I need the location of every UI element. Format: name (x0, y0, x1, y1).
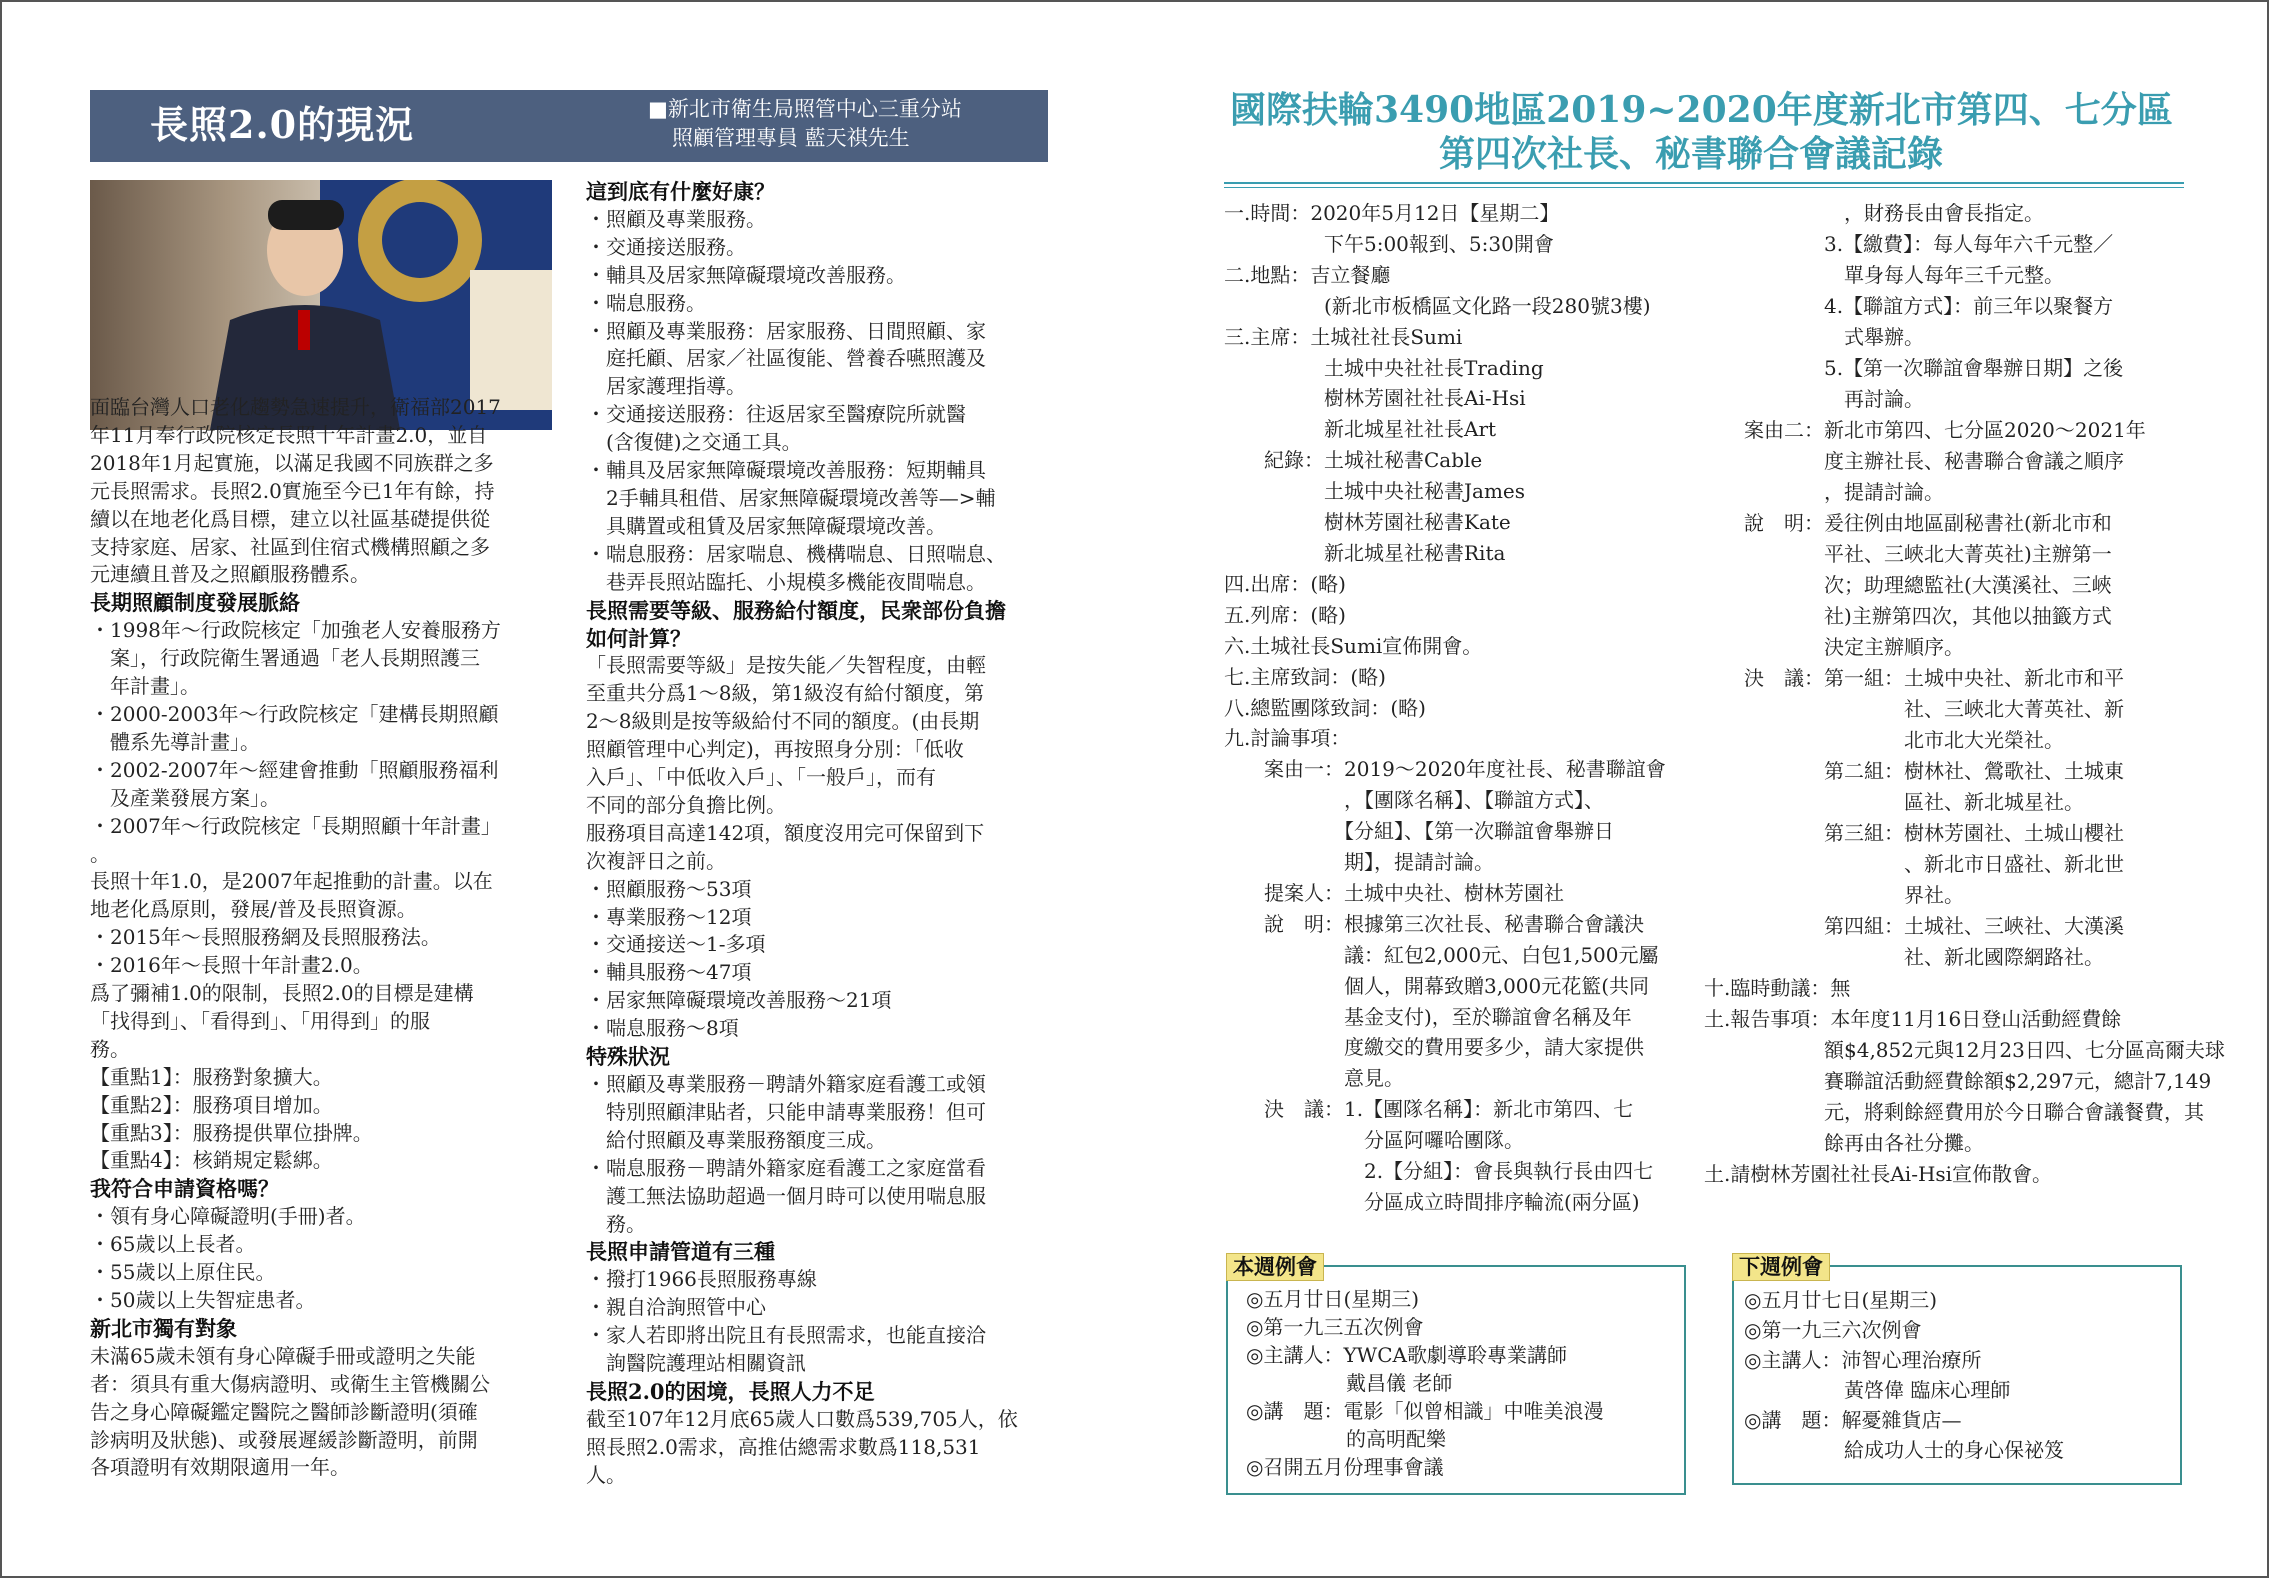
text-line: 3.【繳費】：每人每年六千元整／ (1704, 232, 2114, 256)
text-line: 【重點2】：服務項目增加。 (90, 1092, 333, 1117)
text-line: 度繳交的費用要多少，請大家提供 (1224, 1035, 1644, 1060)
text-line: 土.報告事項：本年度11月16日登山活動經費餘 (1704, 1007, 2122, 1031)
text-line: 支持家庭、居家、社區到住宿式機構照顧之多 (90, 534, 490, 559)
text-line: 5.【第一次聯誼會舉辦日期】之後 (1704, 356, 2124, 380)
text-line: 元連續且普及之照顧服務體系。 (90, 562, 370, 587)
text-line: 元，將剩餘經費用於今日聯合會議餐費，其 (1704, 1100, 2204, 1124)
text-line: ◎五月廿七日(星期三) (1744, 1288, 1938, 1312)
text-line: ◎講 題：電影「似曾相識」中唯美浪漫 (1246, 1399, 1604, 1423)
text-line: 分區阿囉哈團隊。 (1224, 1128, 1524, 1153)
article-banner (90, 90, 1048, 162)
text-line: 黃啓偉 臨床心理師 (1744, 1378, 2011, 1402)
next-week-label: 下週例會 (1732, 1253, 1830, 1281)
text-line: 決定主辦順序。 (1704, 635, 1964, 659)
text-line: 個人，開幕致贈3,000元花籃(共同 (1224, 973, 1650, 998)
text-line: 【分組】、【第一次聯誼會舉辦日 (1224, 819, 1614, 844)
text-line: 樹林芳園社秘書Kate (1224, 510, 1511, 535)
section-heading: 長期照顧制度發展脈絡 (90, 590, 300, 616)
text-line: 一.時間：2020年5月12日【星期二】 (1224, 201, 1560, 225)
minutes-column-2 (1704, 198, 2225, 1190)
text-line: ・喘息服務－聘請外籍家庭看護工之家庭當看 (586, 1155, 986, 1180)
text-line: ◎第一九三六次例會 (1744, 1318, 1922, 1342)
text-line: 決 議：1.【團隊名稱】：新北市第四、七 (1224, 1097, 1634, 1122)
text-line: 第二組：樹林社、鶯歌社、土城東 (1704, 759, 2124, 783)
text-line: ・居家無障礙環境改善服務～21項 (586, 988, 892, 1013)
text-line: ・照顧及專業服務。 (586, 206, 766, 231)
text-line: 十.臨時動議：無 (1704, 976, 1851, 1000)
text-line: 平社、三峽北大菁英社)主辦第一 (1704, 542, 2112, 566)
text-line: 至重共分爲1～8級，第1級沒有給付額度，第 (586, 681, 985, 706)
text-line: ・65歲以上長者。 (90, 1232, 256, 1257)
text-line: ・喘息服務：居家喘息、機構喘息、日照喘息、 (586, 541, 1006, 566)
article-column-2 (586, 178, 1048, 1490)
text-line: 土城中央社秘書James (1224, 479, 1526, 504)
text-line: ・2007年～行政院核定「長期照顧十年計畫」 (90, 813, 501, 838)
section-heading: 長照申請管道有三種 (586, 1239, 775, 1265)
text-line: 樹林芳園社社長Ai-Hsi (1224, 386, 1526, 411)
text-line: 說 明：爰往例由地區副秘書社(新北市和 (1704, 511, 2112, 535)
section-heading: 我符合申請資格嗎？ (90, 1176, 279, 1202)
text-line: 、新北市日盛社、新北世 (1704, 852, 2124, 876)
text-line: 再討論。 (1704, 387, 1924, 411)
text-line: ・2002-2007年～經建會推動「照顧服務福利 (90, 757, 499, 782)
text-line: 賽聯誼活動經費餘額$2,297元，總計7,149 (1704, 1069, 2212, 1093)
text-line: 地老化爲原則，發展/普及長照資源。 (90, 897, 417, 922)
text-line: 。 (90, 841, 110, 866)
text-line: 年計畫」。 (90, 674, 200, 699)
text-line: 提案人：土城中央社、樹林芳園社 (1224, 880, 1564, 905)
text-line: 照長照2.0需求，高推估總需求數爲118,531 (586, 1434, 981, 1459)
article-title: 長照2.0的現況 (150, 102, 415, 147)
text-line: (新北市板橋區文化路一段280號3樓) (1224, 293, 1651, 318)
minutes-column-1 (1224, 198, 1694, 1218)
text-line: 三.主席：土城社社長Sumi (1224, 324, 1463, 349)
text-line: ，財務長由會長指定。 (1704, 201, 2044, 225)
text-line: 庭托顧、居家／社區復能、營養呑嚥照護及 (586, 346, 986, 371)
text-line: 度主辦社長、秘書聯合會議之順序 (1704, 449, 2124, 473)
text-line: 區社、新北城星社。 (1704, 790, 2084, 814)
text-line: 不同的部分負擔比例。 (586, 792, 786, 817)
text-line: 基金支付)，至於聯誼會名稱及年 (1224, 1004, 1632, 1029)
text-line: 意見。 (1224, 1066, 1404, 1091)
text-line: ・交通接送～1-多項 (586, 932, 766, 957)
text-line: ・喘息服務～8項 (586, 1016, 739, 1041)
text-line: 單身每人每年三千元整。 (1704, 263, 2064, 287)
text-line: 各項證明有效期限適用一年。 (90, 1455, 350, 1480)
this-week-details (1246, 1285, 1603, 1481)
text-line: 務。 (586, 1211, 646, 1236)
text-line: ◎召開五月份理事會議 (1246, 1455, 1444, 1479)
text-line: 給成功人士的身心保祕笈 (1744, 1438, 2064, 1462)
text-line: 第三組：樹林芳園社、土城山櫻社 (1704, 821, 2124, 845)
text-line: (含復健)之交通工具。 (586, 430, 802, 455)
text-line: ◎主講人：YWCA歌劇導聆專業講師 (1246, 1343, 1567, 1367)
author-name: 照顧管理專員 藍天祺先生 (672, 126, 910, 150)
this-week-meeting-box (1226, 1254, 1686, 1495)
text-line: ，【團隊名稱】、【聯誼方式】、 (1224, 788, 1604, 813)
text-line: 九.討論事項： (1224, 726, 1351, 751)
text-line: 案」，行政院衛生署通過「老人長期照護三 (90, 646, 480, 671)
section-heading: 長照2.0的困境，長照人力不足 (586, 1378, 875, 1404)
text-line: 截至107年12月底65歲人口數爲539,705人，依 (586, 1406, 1018, 1431)
text-line: 四.出席：(略) (1224, 571, 1346, 596)
text-line: 診病明及狀態)、或發展遲緩診斷證明，前開 (90, 1427, 478, 1452)
section-heading: 特殊狀況 (586, 1044, 670, 1070)
text-line: 「找得到」、「看得到」、「用得到」的服 (90, 1008, 430, 1033)
text-line: ・親自洽詢照管中心 (586, 1295, 766, 1320)
text-line: 社、新北國際網路社。 (1704, 945, 2104, 969)
this-week-label: 本週例會 (1226, 1253, 1324, 1281)
text-line: 詢醫院護理站相關資訊 (586, 1351, 806, 1376)
text-line: ・55歲以上原住民。 (90, 1260, 276, 1285)
text-line: ・2015年～長照服務網及長照服務法。 (90, 925, 441, 950)
text-line: 次複評日之前。 (586, 848, 726, 873)
text-line: 二.地點：吉立餐廳 (1224, 262, 1391, 287)
text-line: 者：須具有重大傷病證明、或衛生主管機關公 (90, 1371, 490, 1396)
section-heading: 如何計算？ (586, 625, 691, 651)
text-line: ◎第一九三五次例會 (1246, 1315, 1424, 1339)
text-line: 巷弄長照站臨托、小規模多機能夜間喘息。 (586, 569, 986, 594)
text-line: 案由二：新北市第四、七分區2020～2021年 (1704, 418, 2146, 442)
section-heading: 新北市獨有對象 (90, 1315, 237, 1341)
text-line: 4.【聯誼方式】：前三年以聚餐方 (1704, 294, 2114, 318)
text-line: 案由一：2019～2020年度社長、秘書聯誼會 (1224, 757, 1666, 782)
text-line: 給付照顧及專業服務額度三成。 (586, 1127, 886, 1152)
text-line: 期】，提請討論。 (1224, 850, 1494, 875)
text-line: 次；助理總監社(大漢溪社、三峽 (1704, 573, 2112, 597)
text-line: 2.【分組】：會長與執行長由四七 (1224, 1159, 1654, 1184)
section-heading: 長照需要等級、服務給付額度，民衆部份負擔 (586, 597, 1006, 623)
speaker-photo-image (90, 180, 552, 430)
text-line: ◎主講人：沛智心理治療所 (1744, 1348, 1982, 1372)
text-line: 照顧管理中心判定)，再按照身分別：「低收 (586, 737, 964, 762)
text-line: ・交通接送服務。 (586, 234, 746, 259)
minutes-title-line-2: 第四次社長、秘書聯合會議記錄 (1439, 133, 1944, 175)
text-line: ・照顧服務～53項 (586, 876, 752, 901)
text-line: ・領有身心障礙證明(手冊)者。 (90, 1204, 366, 1229)
text-line: 未滿65歲未領有身心障礙手冊或證明之失能 (90, 1343, 476, 1368)
text-line: 2手輔具租借、居家無障礙環境改善等—>輔 (586, 485, 996, 510)
text-line: ◎講 題：解憂雜貨店— (1744, 1408, 1962, 1432)
text-line: 元長照需求。長照2.0實施至今已1年有餘，持 (90, 478, 495, 503)
article-column-1 (90, 394, 552, 1482)
text-line: 具購置或租賃及居家無障礙環境改善。 (586, 513, 946, 538)
text-line: 北市北大光榮社。 (1704, 728, 2064, 752)
text-line: 社)主辦第四次，其他以抽籤方式 (1704, 604, 2112, 628)
text-line: 及產業發展方案」。 (90, 785, 280, 810)
text-line: 六.土城社長Sumi宣佈開會。 (1224, 633, 1483, 658)
article-author (648, 95, 962, 153)
text-line: 說 明：根據第三次社長、秘書聯合會議決 (1224, 911, 1644, 936)
text-line: ・輔具及居家無障礙環境改善服務。 (586, 262, 906, 287)
text-line: 爲了彌補1.0的限制，長照2.0的目標是建構 (90, 981, 474, 1006)
text-line: 界社。 (1704, 883, 1964, 907)
text-line: 額$4,852元與12月23日四、七分區高爾夫球 (1704, 1038, 2225, 1062)
text-line: 戴昌儀 老師 (1246, 1371, 1453, 1395)
text-line: 【重點4】：核銷規定鬆綁。 (90, 1148, 333, 1173)
text-line: ，提請討論。 (1704, 480, 1944, 504)
text-line: ・輔具服務～47項 (586, 960, 752, 985)
text-line: 【重點1】：服務對象擴大。 (90, 1064, 333, 1089)
title-rule (1224, 182, 2184, 188)
text-line: ・專業服務～12項 (586, 904, 752, 929)
text-line: 體系先導計畫」。 (90, 729, 260, 754)
text-line: 的高明配樂 (1246, 1427, 1446, 1451)
text-line: 第四組：土城社、三峽社、大漢溪 (1704, 914, 2124, 938)
text-line: ・2000-2003年～行政院核定「建構長期照顧 (90, 701, 499, 726)
text-line: 分區成立時間排序輪流(兩分區) (1224, 1190, 1640, 1214)
text-line: 服務項目高達142項，額度沒用完可保留到下 (586, 820, 985, 845)
text-line: ・喘息服務。 (586, 290, 706, 315)
minutes-title-line-1: 國際扶輪3490地區2019~2020年度新北市第四、七分區 (1230, 89, 2173, 131)
text-line: 人。 (586, 1462, 626, 1487)
text-line: 議：紅包2,000元、白包1,500元屬 (1224, 942, 1659, 967)
text-line: 年11月奉行政院核定長照十年計畫2.0，並自 (90, 422, 488, 447)
text-line: 特別照顧津貼者，只能申請專業服務！但可 (586, 1099, 986, 1124)
text-line: 長照十年1.0，是2007年起推動的計畫。以在 (90, 869, 493, 894)
text-line: 五.列席：(略) (1224, 602, 1346, 627)
text-line: ・交通接送服務：往返居家至醫療院所就醫 (586, 402, 966, 427)
text-line: ・1998年～行政院核定「加強老人安養服務方 (90, 618, 501, 643)
next-week-details (1744, 1285, 2064, 1465)
text-line: 續以在地老化爲目標，建立以社區基礎提供從 (90, 506, 490, 531)
author-org: ■新北市衛生局照管中心三重分站 (648, 97, 962, 121)
text-line: 務。 (90, 1036, 130, 1061)
text-line: 【重點3】：服務提供單位掛牌。 (90, 1120, 373, 1145)
text-line: 護工無法協助超過一個月時可以使用喘息服 (586, 1183, 986, 1208)
text-line: 土城中央社社長Trading (1224, 355, 1544, 380)
text-line: ◎五月廿日(星期三) (1246, 1287, 1420, 1311)
text-line: 「長照需要等級」是按失能／失智程度，由輕 (586, 653, 986, 678)
text-line: 入戶」、「中低收入戶」、「一般戶」，而有 (586, 765, 936, 790)
text-line: ・家人若即將出院且有長照需求，也能直接洽 (586, 1323, 986, 1348)
text-line: ・2016年～長照十年計畫2.0。 (90, 953, 373, 978)
section-heading: 這到底有什麼好康？ (586, 179, 775, 204)
text-line: 七.主席致詞：(略) (1224, 664, 1386, 689)
text-line: 告之身心障礙鑑定醫院之醫師診斷證明(須確 (90, 1399, 478, 1424)
text-line: ・照顧及專業服務：居家服務、日間照顧、家 (586, 318, 986, 343)
text-line: 決 議：第一組：土城中央社、新北市和平 (1704, 666, 2124, 690)
text-line: ・輔具及居家無障礙環境改善服務：短期輔具 (586, 458, 986, 483)
text-line: ・50歲以上失智症患者。 (90, 1288, 316, 1312)
text-line: 下午5:00報到、5:30開會 (1224, 231, 1554, 256)
text-line: ・照顧及專業服務－聘請外籍家庭看護工或領 (586, 1072, 986, 1096)
text-line: 2～8級則是按等級給付不同的額度。(由長期 (586, 709, 980, 734)
text-line: 土.請樹林芳園社社長Ai-Hsi宣佈散會。 (1704, 1162, 2053, 1186)
next-week-meeting-box (1732, 1254, 2182, 1485)
text-line: 社、三峽北大菁英社、新 (1704, 697, 2124, 721)
text-line: 2018年1月起實施，以滿足我國不同族群之多 (90, 450, 494, 475)
text-line: 餘再由各社分攤。 (1704, 1131, 1984, 1155)
text-line: 新北城星社秘書Rita (1224, 540, 1506, 565)
text-line: 式舉辦。 (1704, 325, 1924, 349)
text-line: 新北城星社社長Art (1224, 417, 1497, 442)
text-line: ・撥打1966長照服務專線 (586, 1267, 817, 1292)
text-line: 面臨台灣人口老化趨勢急速提升，衛福部2017 (90, 395, 501, 419)
text-line: 八.總監團隊致詞：(略) (1224, 695, 1426, 720)
text-line: 居家護理指導。 (586, 374, 746, 399)
speaker-photo (90, 180, 552, 430)
text-line: 紀錄：土城社秘書Cable (1224, 448, 1483, 473)
